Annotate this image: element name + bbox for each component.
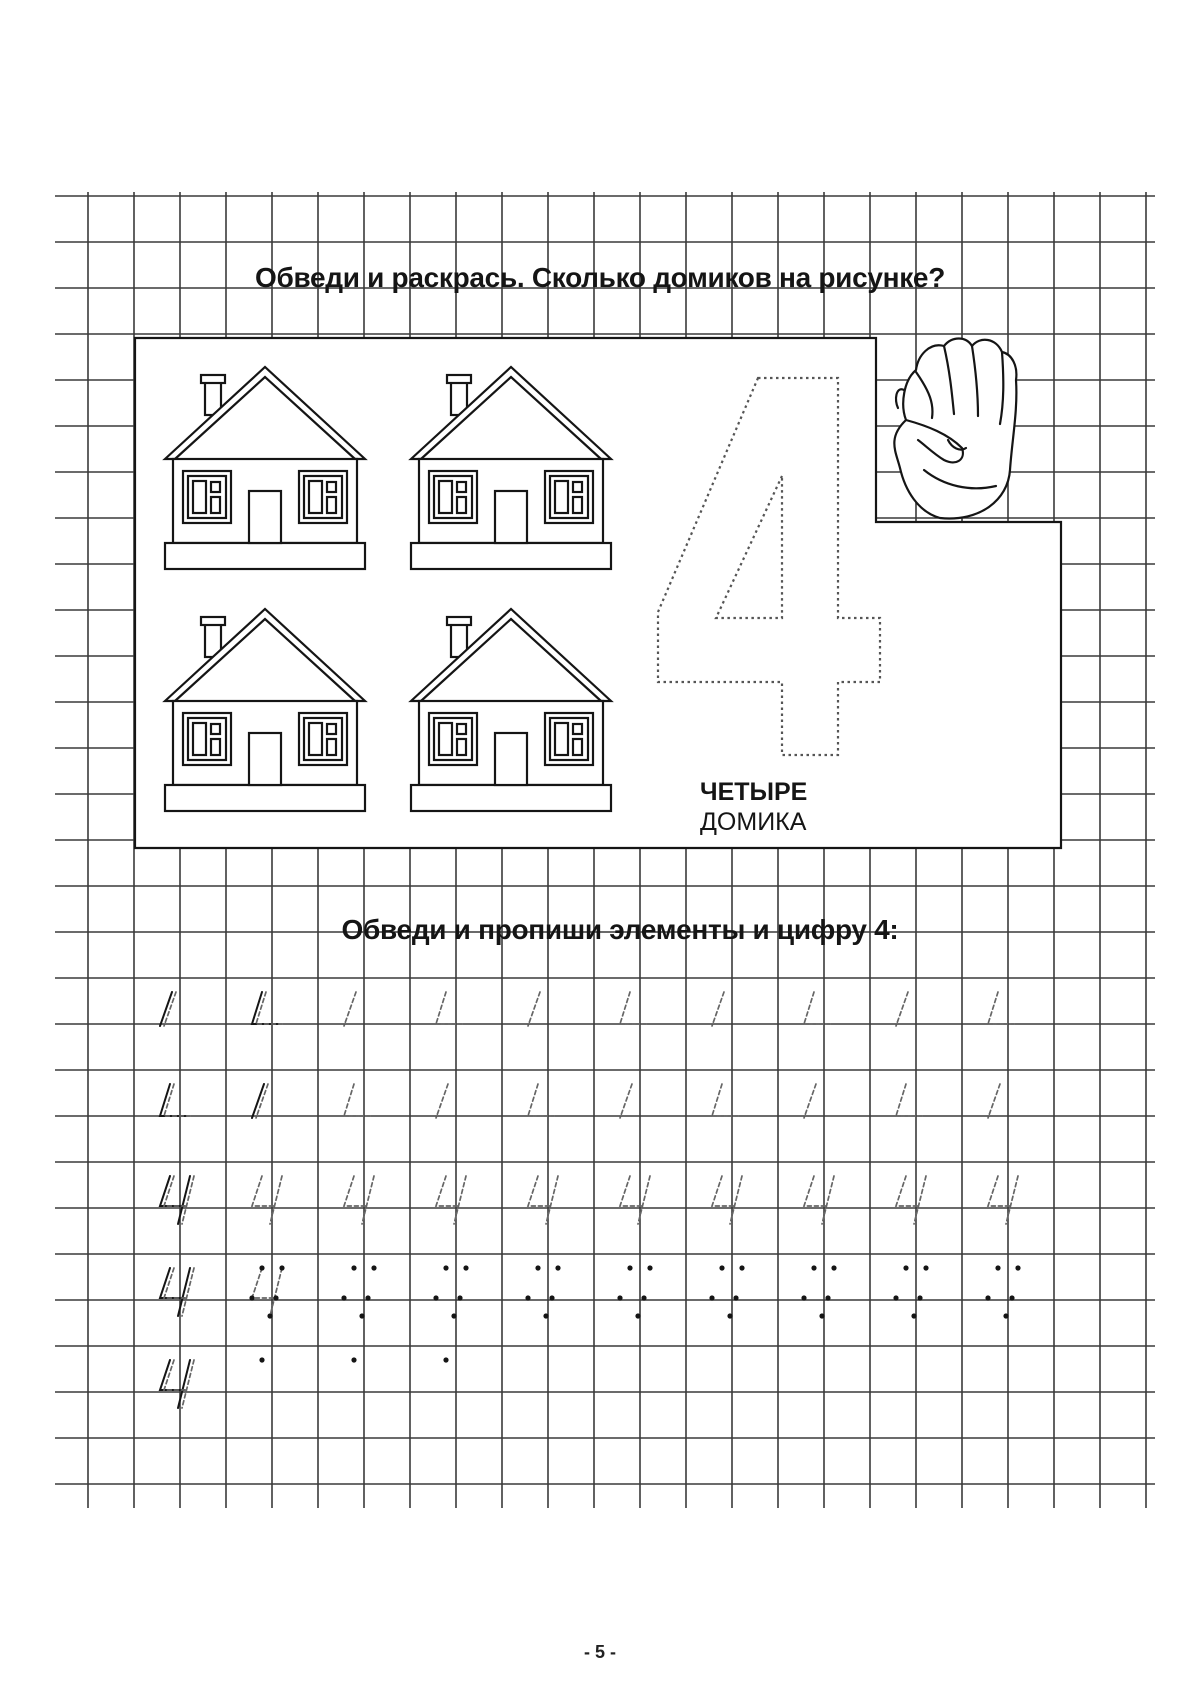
guide-dot bbox=[727, 1313, 732, 1318]
trace-element-row-2[interactable] bbox=[528, 1084, 554, 1116]
guide-dot bbox=[549, 1295, 554, 1300]
trace-element-row-1[interactable] bbox=[712, 992, 724, 1026]
trace-element-row-1[interactable] bbox=[620, 992, 646, 1024]
trace-digit-four-row-3[interactable] bbox=[528, 1176, 558, 1224]
trace-digit-four-row-3[interactable] bbox=[712, 1176, 742, 1224]
guide-dot bbox=[893, 1295, 898, 1300]
trace-digit-four-row-3[interactable] bbox=[988, 1176, 1018, 1224]
guide-dot bbox=[739, 1265, 744, 1270]
guide-dot bbox=[359, 1313, 364, 1318]
page-number: - 5 - bbox=[583, 1642, 616, 1662]
guide-dot bbox=[365, 1295, 370, 1300]
trace-digit-four-row-3[interactable] bbox=[436, 1176, 466, 1224]
caption-number-word: ЧЕТЫРЕ bbox=[700, 778, 808, 806]
guide-dot bbox=[535, 1265, 540, 1270]
trace-element-row-2[interactable] bbox=[804, 1084, 816, 1118]
guide-dot bbox=[555, 1265, 560, 1270]
guide-dot bbox=[801, 1295, 806, 1300]
instruction-heading-trace: Обведи и пропиши элементы и цифру 4: bbox=[341, 914, 899, 945]
guide-dot bbox=[273, 1295, 278, 1300]
trace-element-row-1[interactable] bbox=[896, 992, 908, 1026]
guide-dot bbox=[917, 1295, 922, 1300]
guide-dot bbox=[985, 1295, 990, 1300]
guide-dot bbox=[259, 1265, 264, 1270]
trace-digit-four-row-3[interactable] bbox=[252, 1176, 282, 1224]
guide-dot bbox=[341, 1295, 346, 1300]
guide-dot bbox=[371, 1265, 376, 1270]
guide-dot bbox=[543, 1313, 548, 1318]
guide-dot bbox=[819, 1313, 824, 1318]
guide-dot bbox=[709, 1295, 714, 1300]
guide-dot bbox=[1015, 1265, 1020, 1270]
trace-element-row-2[interactable] bbox=[712, 1084, 738, 1116]
guide-dot bbox=[911, 1313, 916, 1318]
guide-dot bbox=[1003, 1313, 1008, 1318]
guide-dot bbox=[279, 1265, 284, 1270]
guide-dot bbox=[641, 1295, 646, 1300]
guide-dot bbox=[617, 1295, 622, 1300]
guide-dot bbox=[259, 1357, 264, 1362]
trace-digit-four-row-3[interactable] bbox=[804, 1176, 834, 1224]
instruction-heading-color: Обведи и раскрась. Сколько домиков на рисунке? bbox=[254, 262, 946, 293]
guide-dot bbox=[267, 1313, 272, 1318]
guide-dot bbox=[249, 1295, 254, 1300]
trace-element-row-2[interactable] bbox=[344, 1084, 370, 1116]
trace-element-row-1[interactable] bbox=[528, 992, 540, 1026]
guide-dot bbox=[831, 1265, 836, 1270]
guide-dot bbox=[811, 1265, 816, 1270]
guide-dot bbox=[647, 1265, 652, 1270]
hand-four-fingers-icon bbox=[894, 339, 1016, 519]
guide-dot bbox=[351, 1357, 356, 1362]
trace-element-row-1[interactable] bbox=[344, 992, 356, 1026]
guide-dot bbox=[443, 1265, 448, 1270]
trace-digit-four-row-3[interactable] bbox=[344, 1176, 374, 1224]
trace-element-row-2[interactable] bbox=[436, 1084, 448, 1118]
trace-element-row-1[interactable] bbox=[988, 992, 1014, 1024]
guide-dot bbox=[1009, 1295, 1014, 1300]
guide-dot bbox=[635, 1313, 640, 1318]
guide-dot bbox=[719, 1265, 724, 1270]
guide-dot bbox=[733, 1295, 738, 1300]
trace-digit-four-row-3[interactable] bbox=[896, 1176, 926, 1224]
trace-element-row-2[interactable] bbox=[620, 1084, 632, 1118]
guide-dot bbox=[923, 1265, 928, 1270]
guide-dot bbox=[903, 1265, 908, 1270]
guide-dot bbox=[995, 1265, 1000, 1270]
guide-dot bbox=[627, 1265, 632, 1270]
trace-element-row-2[interactable] bbox=[988, 1084, 1000, 1118]
guide-dot bbox=[463, 1265, 468, 1270]
trace-element-row-2[interactable] bbox=[896, 1084, 922, 1116]
trace-element-row-1[interactable] bbox=[804, 992, 830, 1024]
guide-dot bbox=[433, 1295, 438, 1300]
caption-object-word: ДОМИКА bbox=[700, 808, 807, 836]
guide-dot bbox=[825, 1295, 830, 1300]
trace-element-row-1[interactable] bbox=[436, 992, 462, 1024]
trace-digit-four-row-3[interactable] bbox=[620, 1176, 650, 1224]
guide-dot bbox=[351, 1265, 356, 1270]
guide-dot bbox=[451, 1313, 456, 1318]
guide-dot bbox=[457, 1295, 462, 1300]
guide-dot bbox=[525, 1295, 530, 1300]
guide-dot bbox=[443, 1357, 448, 1362]
